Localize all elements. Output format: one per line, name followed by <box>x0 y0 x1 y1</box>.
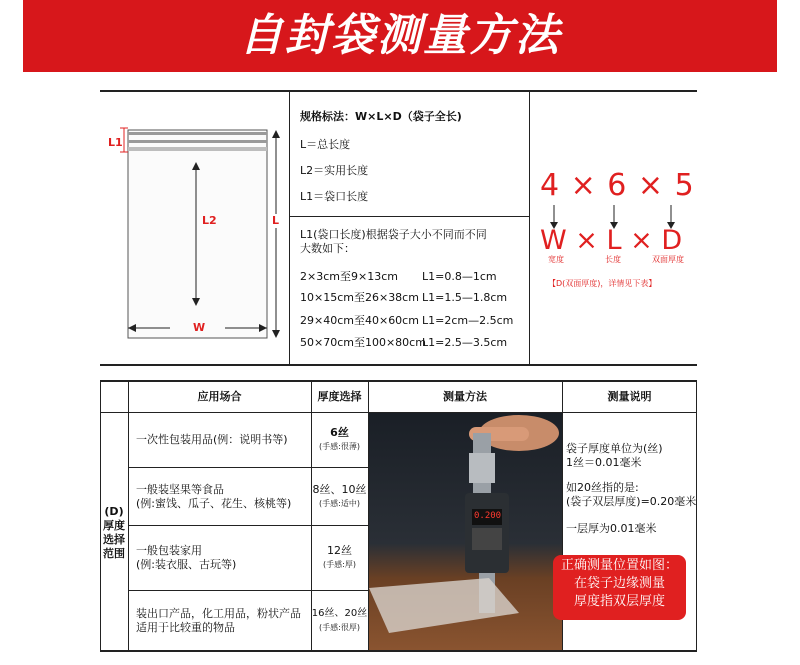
note-example: 如20丝指的是: (袋子双层厚度)=0.20毫米 <box>566 481 697 508</box>
size-range: 50×70cm至100×80cm <box>300 336 426 349</box>
spec-line: L＝总长度 <box>300 138 351 151</box>
size-range: 10×15cm至26×38cm <box>300 291 419 304</box>
thickness-value: 8丝、10丝 <box>312 482 367 496</box>
spec-title: 规格标法：W×L×D（袋子全长) <box>300 110 462 123</box>
note-unit: 袋子厚度单位为(丝) 1丝＝0.01毫米 <box>566 442 663 469</box>
thickness-cell <box>311 591 368 650</box>
label-w: W <box>193 321 206 334</box>
side-label: (D) 厚度 选择 范围 <box>103 504 125 560</box>
header-use: 应用场合 <box>197 390 242 403</box>
l1-range: L1=1.5—1.8cm <box>422 291 508 304</box>
l1-note: L1(袋口长度)根据袋子大小不同而不同 大数如下： <box>300 228 487 255</box>
l1-range: L1=0.8—1cm <box>422 270 497 283</box>
bag-diagram <box>100 92 289 364</box>
l1-range: L1=2.5—3.5cm <box>422 336 508 349</box>
spec-line: L2＝实用长度 <box>300 164 369 177</box>
divider <box>289 92 290 364</box>
thickness-value: 16丝、20丝 <box>311 607 368 619</box>
use-cell: 装出口产品，化工用品，粉状产品 适用于比较重的物品 <box>136 606 301 634</box>
use-cell: 一般包装家用 (例:装衣服、古玩等) <box>136 544 237 571</box>
header-thickness: 厚度选择 <box>317 390 362 403</box>
thickness-feel: (手感:很厚) <box>319 622 360 632</box>
thickness-feel: (手感:厚) <box>323 560 356 569</box>
micrometer-illustration <box>369 413 562 650</box>
micrometer-readout: 0.200 <box>474 511 502 521</box>
thickness-feel: (手感:很薄) <box>319 442 360 451</box>
thickness-value: 6丝 <box>330 426 349 439</box>
banner-title: 自封袋测量方法 <box>23 0 777 72</box>
label-l: L <box>272 214 280 227</box>
formula-note: 【D(双面厚度)，详情见下表】 <box>548 279 657 288</box>
callout: 正确测量位置如图： 在袋子边缘测量 厚度指双层厚度 <box>553 555 686 620</box>
width-label: 宽度 <box>548 255 564 264</box>
size-range: 29×40cm至40×60cm <box>300 314 419 327</box>
micrometer-photo <box>369 413 562 650</box>
header-method: 测量方法 <box>443 390 487 403</box>
thickness-value: 12丝 <box>327 544 352 557</box>
divider <box>529 92 530 364</box>
divider <box>290 216 529 217</box>
formula-letters: W × L × D <box>540 225 683 256</box>
length-label: 长度 <box>605 255 621 264</box>
use-cell: 一般装坚果等食品 (例:蜜饯、瓜子、花生、核桃等) <box>136 482 292 510</box>
thickness-cell <box>311 526 368 590</box>
l1-range: L1=2cm—2.5cm <box>422 314 514 327</box>
header-notes: 测量说明 <box>607 390 652 403</box>
spec-line: L1＝袋口长度 <box>300 190 369 203</box>
label-l1: L1 <box>108 136 123 149</box>
use-cell: 一次性包装用品(例：说明书等) <box>136 433 288 446</box>
thickness-cell <box>311 468 368 525</box>
thickness-cell <box>311 413 368 467</box>
formula-numbers: 4 × 6 × 5 <box>540 168 695 203</box>
note-single: 一层厚为0.01毫米 <box>566 522 657 535</box>
label-l2: L2 <box>202 214 217 227</box>
thickness-feel: (手感:适中) <box>319 498 360 508</box>
top-section-bottom-border <box>100 364 697 366</box>
thickness-label: 双面厚度 <box>652 255 684 264</box>
size-range: 2×3cm至9×13cm <box>300 270 398 283</box>
